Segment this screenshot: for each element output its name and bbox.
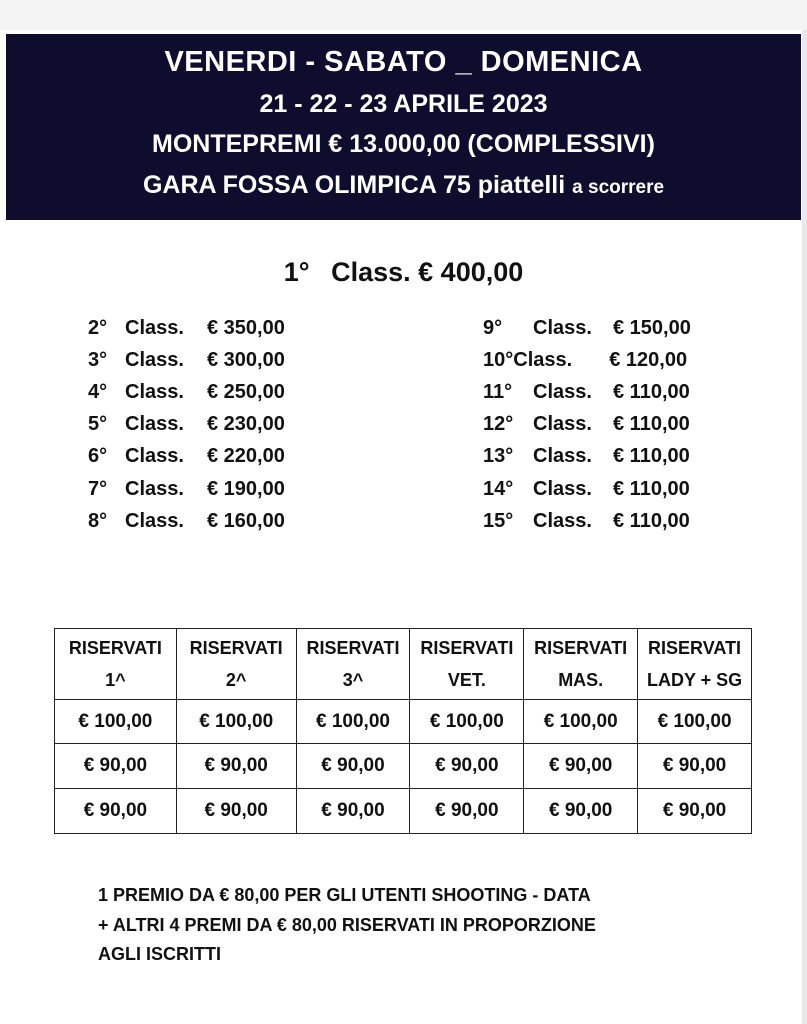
- table-cell: € 90,00: [55, 744, 177, 789]
- prize-amount: € 110,00: [613, 509, 690, 532]
- first-prize-label: Class.: [331, 257, 411, 287]
- table-header-cell: [410, 629, 524, 700]
- header-bottom: 2^: [225, 670, 247, 690]
- prize-label: Class.: [533, 413, 592, 436]
- table-cell: € 100,00: [176, 700, 296, 744]
- table-cell: € 100,00: [410, 700, 524, 744]
- table-cell: € 100,00: [638, 700, 752, 744]
- prize-row: [88, 505, 285, 537]
- prize-rank: 9°: [483, 316, 503, 339]
- prize-label: Class.: [513, 348, 573, 371]
- table-header-cell: [638, 629, 752, 700]
- note-line: 1 PREMIO DA € 80,00 PER GLI UTENTI SHOOTING - DATA: [98, 885, 591, 905]
- prize-amount: € 350,00: [207, 316, 285, 339]
- prize-rank: 12°: [483, 413, 514, 436]
- prize-row: [483, 505, 691, 537]
- header-top: RISERVATI: [648, 638, 742, 658]
- prize-rank: 13°: [483, 445, 514, 468]
- prize-label: Class.: [533, 380, 592, 403]
- prize-amount: € 150,00: [613, 316, 691, 339]
- prize-rank: 6°: [88, 445, 108, 468]
- table-cell: € 90,00: [524, 789, 638, 834]
- first-prize-rank: 1°: [283, 257, 310, 287]
- header-bottom: VET.: [447, 670, 486, 690]
- competition-title: [6, 171, 801, 200]
- prize-row: [88, 409, 285, 441]
- header-bottom: 3^: [342, 670, 364, 690]
- prize-amount: € 160,00: [207, 509, 285, 532]
- table-cell: € 90,00: [296, 789, 410, 834]
- prize-rank: 11°: [483, 380, 513, 403]
- prize-label: Class.: [533, 509, 592, 532]
- header-bottom: LADY + SG: [646, 670, 743, 690]
- first-prize: [0, 257, 807, 288]
- prize-label: Class.: [125, 413, 184, 436]
- prize-list-left: [88, 312, 285, 537]
- table-cell: € 100,00: [296, 700, 410, 744]
- prize-row: [483, 376, 691, 408]
- competition-suffix: a scorrere: [572, 177, 665, 198]
- table-cell: € 90,00: [638, 744, 752, 789]
- header-top: RISERVATI: [306, 638, 400, 658]
- prize-row: [483, 409, 691, 441]
- table-cell: € 90,00: [176, 744, 296, 789]
- prize-row: [88, 441, 285, 473]
- header-top: RISERVATI: [534, 638, 628, 658]
- prize-label: Class.: [125, 348, 184, 371]
- prize-row: [483, 312, 691, 344]
- table-cell: € 90,00: [524, 744, 638, 789]
- prize-rank: 4°: [88, 380, 108, 403]
- header-bottom: 1^: [105, 670, 126, 690]
- notes: [98, 881, 596, 970]
- prize-amount: € 110,00: [613, 413, 690, 436]
- table-cell: € 100,00: [55, 700, 177, 744]
- table-header-cell: [296, 629, 410, 700]
- prize-amount: € 190,00: [207, 477, 285, 500]
- first-prize-amount: € 400,00: [418, 257, 524, 287]
- prize-list-right: [483, 312, 691, 537]
- table-row: [55, 700, 752, 744]
- table-cell: € 100,00: [524, 700, 638, 744]
- prize-rank: 3°: [88, 348, 108, 371]
- prize-rank: 5°: [88, 413, 108, 436]
- prize-amount: € 110,00: [613, 477, 690, 500]
- prize-row: [483, 473, 691, 505]
- prize-label: Class.: [125, 380, 184, 403]
- table-header-cell: [176, 629, 296, 700]
- competition-name: GARA FOSSA OLIMPICA 75 piattelli: [142, 171, 566, 199]
- prize-row: [88, 344, 285, 376]
- header-bottom: MAS.: [558, 670, 604, 690]
- prize-amount: € 230,00: [207, 413, 285, 436]
- prize-amount: € 110,00: [613, 445, 690, 468]
- prize-row: [88, 473, 285, 505]
- note-line: AGLI ISCRITTI: [98, 944, 221, 964]
- table-cell: € 90,00: [410, 744, 524, 789]
- prize-rank: 14°: [483, 477, 514, 500]
- prize-label: Class.: [125, 509, 184, 532]
- table-header-cell: [55, 629, 177, 700]
- table-header-row: [55, 629, 752, 700]
- prize-label: Class.: [125, 316, 184, 339]
- prize-amount: € 300,00: [207, 348, 285, 371]
- prize-label: Class.: [125, 477, 184, 500]
- prize-row: [88, 312, 285, 344]
- prize-row: [483, 441, 691, 473]
- prize-pool: MONTEPREMI € 13.000,00 (COMPLESSIVI): [152, 130, 655, 158]
- prize-amount: € 110,00: [613, 380, 690, 403]
- prize-amount: € 120,00: [609, 348, 688, 371]
- table-cell: € 90,00: [55, 789, 177, 834]
- reserved-prizes-table: [54, 628, 752, 834]
- table-body: [55, 700, 752, 834]
- prize-amount: € 220,00: [207, 445, 285, 468]
- header-top: RISERVATI: [189, 638, 283, 658]
- table-row: [55, 744, 752, 789]
- table-cell: € 90,00: [638, 789, 752, 834]
- prize-label: Class.: [533, 445, 592, 468]
- prize-rank: 2°: [88, 316, 108, 339]
- prize-row: [88, 376, 285, 408]
- prize-rank: 7°: [88, 477, 108, 500]
- table-header-cell: [524, 629, 638, 700]
- header-top: RISERVATI: [420, 638, 514, 658]
- prize-rank: 8°: [88, 509, 108, 532]
- prize-label: Class.: [125, 445, 184, 468]
- table-cell: € 90,00: [410, 789, 524, 834]
- note-line: + ALTRI 4 PREMI DA € 80,00 RISERVATI IN PROPORZIONE: [98, 914, 596, 935]
- table-cell: € 90,00: [176, 789, 296, 834]
- table-row: [55, 789, 752, 834]
- header-top: RISERVATI: [68, 638, 162, 658]
- prize-label: Class.: [533, 477, 592, 500]
- prize-row: [483, 344, 691, 376]
- event-days: VENERDI - SABATO _ DOMENICA: [164, 46, 643, 78]
- header-banner: [6, 34, 801, 220]
- prize-amount: € 250,00: [207, 380, 285, 403]
- prize-rank: 10°: [483, 348, 514, 371]
- prize-label: Class.: [533, 316, 592, 339]
- page-edge: [802, 30, 807, 1024]
- event-dates: 21 - 22 - 23 APRILE 2023: [259, 90, 548, 118]
- prize-rank: 15°: [483, 509, 514, 532]
- table-cell: € 90,00: [296, 744, 410, 789]
